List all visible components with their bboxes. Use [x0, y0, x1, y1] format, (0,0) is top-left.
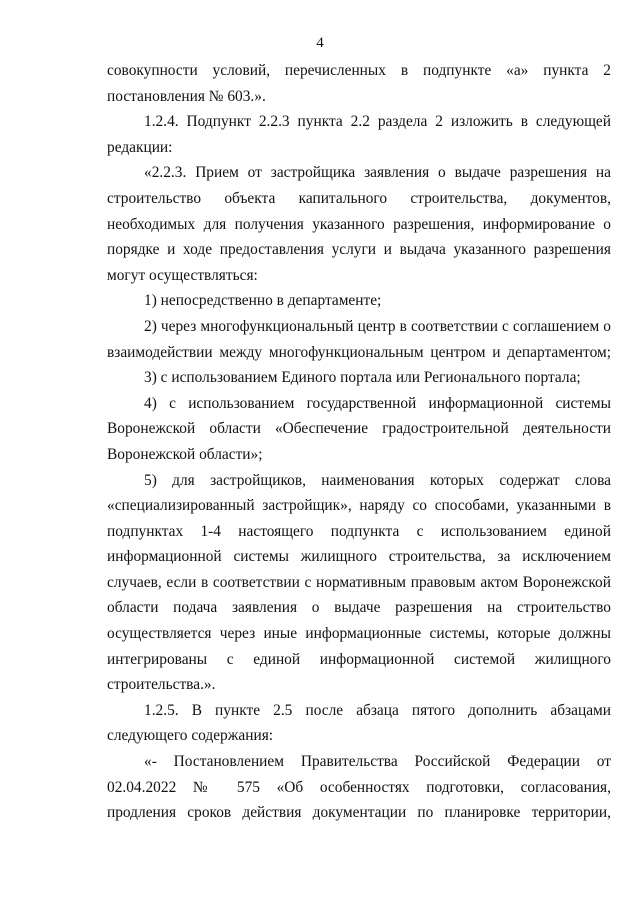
text-line: совокупности условий, перечисленных в подпункте «а» пункта 2: [107, 62, 611, 79]
text-line: Воронежской области «Обеспечение градостроительной деятельности: [107, 420, 611, 438]
text-line: «- Постановлением Правительства Российской Федерации от: [144, 753, 611, 771]
text-line: 2) через многофункциональный центр в соответствии с соглашением о: [144, 317, 611, 335]
text-line: «специализированный застройщик», наряду со способами, указанными в: [107, 497, 611, 515]
text-line: «2.2.3. Прием от застройщика заявления о выдаче разрешения на: [144, 164, 611, 182]
document-body: [107, 58, 611, 826]
text-line: взаимодействии между многофункциональным центром и департаментом;: [107, 343, 611, 361]
text-line: 4) с использованием государственной информационной системы: [144, 394, 611, 412]
text-line: 3) с использованием Единого портала или Регионального портала;: [144, 369, 581, 387]
text-line: области подача заявления о выдаче разрешения на строительство: [107, 599, 611, 617]
text-line: интегрированы с единой информационной системой жилищного: [107, 650, 611, 668]
text-line: строительства.».: [107, 676, 216, 694]
text-line: следующего содержания:: [107, 727, 274, 745]
text-line: могут осуществляться:: [107, 266, 258, 284]
text-line: 5) для застройщиков, наименования которых содержат слова: [144, 471, 611, 489]
text-line: продления сроков действия документации по планировке территории,: [107, 804, 611, 822]
text-line: 1) непосредственно в департаменте;: [144, 292, 382, 310]
text-line: случаев, если в соответствии с нормативным правовым актом Воронежской: [107, 573, 611, 591]
page-number: 4: [316, 35, 324, 51]
text-line: 02.04.2022 № 575 «Об особенностях подготовки, согласования,: [107, 778, 611, 796]
text-line: порядке и ходе предоставления услуги и выдача указанного разрешения: [107, 241, 611, 259]
text-line: редакции:: [107, 138, 173, 156]
text-line: осуществляется через иные информационные системы, которые должны: [107, 625, 611, 643]
text-line: Воронежской области»;: [107, 445, 263, 463]
text-line: подпунктах 1-4 настоящего подпункта с использованием единой: [107, 522, 611, 540]
text-line: необходимых для получения указанного разрешения, информирование о: [107, 215, 611, 233]
text-line: информационной системы жилищного строительства, за исключением: [107, 548, 611, 566]
text-line: постановления № 603.».: [107, 87, 266, 105]
text-line: строительство объекта капитального строительства, документов,: [107, 189, 611, 207]
text-line: 1.2.5. В пункте 2.5 после абзаца пятого дополнить абзацами: [144, 701, 611, 719]
text-line: 1.2.4. Подпункт 2.2.3 пункта 2.2 раздела 2 изложить в следующей: [144, 113, 611, 131]
